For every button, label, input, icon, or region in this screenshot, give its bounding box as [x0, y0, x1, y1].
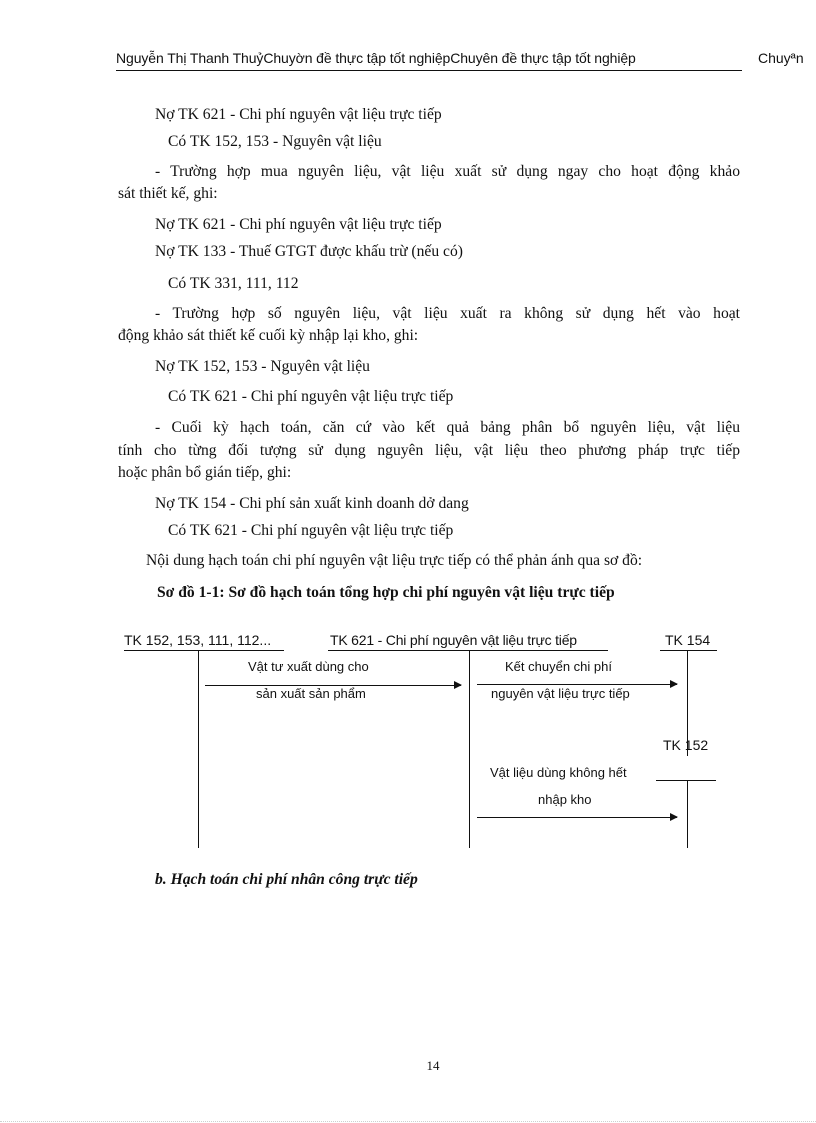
- entry-debit-133: Nợ TK 133 - Thuế GTGT được khấu trừ (nếu có): [155, 243, 463, 260]
- paragraph-line: Nội dung hạch toán chi phí nguyên vật liệu trực tiếp có thể phản ánh qua sơ đồ:: [146, 552, 643, 569]
- paragraph-line: động khảo sát thiết kế cuối kỳ nhập lại kho, ghi:: [118, 327, 419, 344]
- page-number: 14: [426, 1058, 440, 1073]
- flow-label: nhập kho: [538, 792, 592, 807]
- running-header: [116, 50, 806, 72]
- entry-debit-621: Nợ TK 621 - Chi phí nguyên vật liệu trực tiếp: [155, 106, 442, 123]
- t-account-top-line: [660, 650, 717, 651]
- t-account-top-line: [124, 650, 284, 651]
- t-account-vertical-line: [687, 780, 688, 848]
- entry-debit-621: Nợ TK 621 - Chi phí nguyên vật liệu trực tiếp: [155, 216, 442, 233]
- entry-credit-621: Có TK 621 - Chi phí nguyên vật liệu trực tiếp: [168, 388, 454, 405]
- entry-debit-152-153: Nợ TK 152, 153 - Nguyên vật liệu: [155, 358, 370, 375]
- flow-label: Kết chuyển chi phí: [505, 659, 612, 674]
- entry-credit-621: Có TK 621 - Chi phí nguyên vật liệu trực tiếp: [168, 522, 454, 539]
- header-right-text: Chuyªn: [758, 50, 804, 66]
- flow-label: Vật tư xuất dùng cho: [248, 659, 369, 674]
- account-152-label: TK 152: [663, 737, 709, 753]
- flow-label: sản xuất sản phẩm: [256, 686, 366, 701]
- account-left-label: TK 152, 153, 111, 112...: [124, 632, 272, 648]
- flow-label: nguyên vật liệu trực tiếp: [491, 686, 630, 701]
- flow-label: Vật liệu dùng không hết: [490, 765, 627, 780]
- account-right-label: TK 154: [665, 632, 711, 648]
- section-heading: b. Hạch toán chi phí nhân công trực tiếp: [155, 871, 418, 888]
- account-middle-label: TK 621 - Chi phí nguyên vật liệu trực tiếp: [330, 632, 577, 648]
- header-rule: [116, 70, 742, 71]
- paragraph-line: - Trường hợp số nguyên liệu, vật liệu xuất ra không sử dụng hết vào hoạt: [155, 305, 740, 322]
- header-text: Nguyễn Thị Thanh ThuỷChuyờn đề thực tập tốt nghiệpChuyên đề thực tập tốt nghiệp: [116, 50, 636, 66]
- paragraph-line: hoặc phân bổ gián tiếp, ghi:: [118, 464, 292, 481]
- diagram-title: Sơ đồ 1-1: Sơ đồ hạch toán tổng hợp chi phí nguyên vật liệu trực tiếp: [157, 584, 615, 601]
- paragraph-line: - Cuối kỳ hạch toán, căn cứ vào kết quả bảng phân bổ nguyên liệu, vật liệu: [155, 419, 740, 436]
- flow-arrow: [477, 817, 677, 818]
- paragraph-line: tính cho từng đối tượng sử dụng nguyên liệu, vật liệu theo phương pháp trực tiếp: [118, 442, 740, 459]
- t-account-vertical-line: [469, 650, 470, 848]
- t-account-vertical-line: [198, 650, 199, 848]
- paragraph-line: - Trường hợp mua nguyên liệu, vật liệu xuất sử dụng ngay cho hoạt động khảo: [155, 163, 740, 180]
- entry-debit-154: Nợ TK 154 - Chi phí sản xuất kinh doanh dở dang: [155, 495, 469, 512]
- t-account-top-line: [328, 650, 608, 651]
- page-bottom-rule: [0, 1121, 816, 1122]
- paragraph-line: sát thiết kế, ghi:: [118, 185, 218, 202]
- flow-arrow: [205, 685, 461, 686]
- entry-credit-152-153: Có TK 152, 153 - Nguyên vật liệu: [168, 133, 382, 150]
- flow-arrow: [477, 684, 677, 685]
- entry-credit-331: Có TK 331, 111, 112: [168, 275, 299, 292]
- t-account-top-line: [656, 780, 716, 781]
